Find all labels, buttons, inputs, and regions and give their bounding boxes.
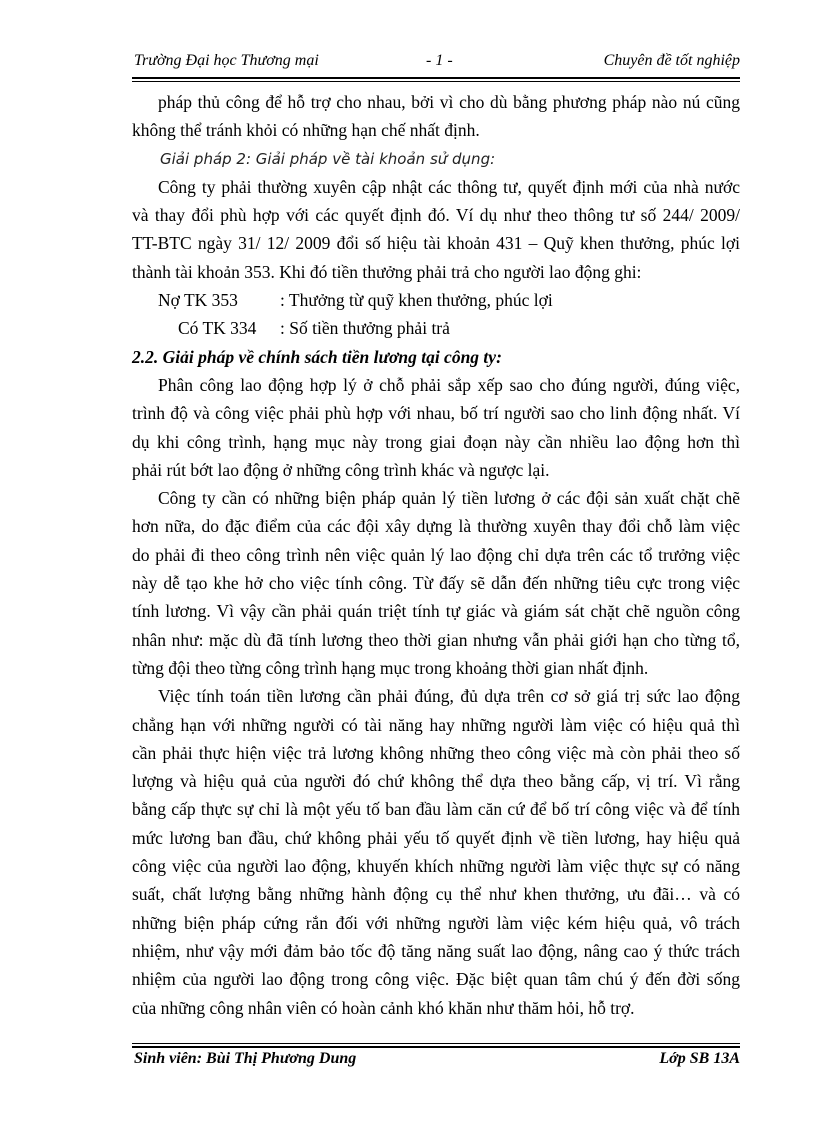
text-line: này dễ tạo khe hở cho việc tính công. Từ đấy sẽ dẫn đến những tiêu cực trong việc: [132, 573, 740, 594]
text-line: chẳng hạn với những người có tài năng hay những người làm việc có hiệu quả thì: [132, 714, 740, 735]
paragraph-continued: [132, 88, 740, 145]
text-line: không thể tránh khỏi có những hạn chế nhất định.: [132, 120, 480, 141]
text-line: cần phải thực hiện việc trả lương không những theo công việc mà còn phải theo số: [132, 742, 740, 763]
text-line: Việc tính toán tiền lương cần phải đúng, đủ dựa trên cơ sở giá trị sức lao động: [158, 686, 740, 707]
text-line: tính lương. Vì vậy cần phải quán triệt tính tự giác và giám sát chặt chẽ nguồn công: [132, 601, 740, 622]
text-line: của những công nhân viên có hoàn cảnh khó khăn như thăm hỏi, hỗ trợ.: [132, 997, 635, 1018]
journal-entry-credit: [132, 314, 740, 342]
text-line: lượng và hiệu quả của người đó chứ không thể dựa theo bằng cấp, vị trí. Vì rằng: [132, 771, 740, 792]
credit-description: : Số tiền thưởng phải trả: [280, 318, 450, 339]
text-line: dụ khi công trình, hạng mục này trong giai đoạn này cần nhiều lao động hơn thì: [132, 431, 740, 452]
text-line: do phải đi theo công trình nên việc quản lý lao động chỉ dựa trên các tổ trưởng việc: [132, 544, 740, 565]
paragraph-wage-management: [132, 484, 740, 682]
paragraph-account-update: [132, 173, 740, 286]
header-rule: [132, 77, 740, 79]
text-line: và thay đổi phù hợp với các quyết định đó. Ví dụ như theo thông tư số 244/ 2009/: [132, 205, 740, 226]
text-line: bằng cấp thực sự chỉ là một yếu tố ban đầu làm căn cứ để bố trí công việc và để tính: [132, 799, 740, 820]
text-line: suất, chất lượng bằng những hành động cụ thể như khen thưởng, ưu đãi… và có: [132, 884, 740, 905]
text-line: những biện pháp cứng rắn đối với những người làm việc kém hiệu quả, vô trách: [132, 912, 740, 933]
text-line: nhiệm của người lao động trong công việc. Đặc biệt quan tâm chú ý đến đời sống: [132, 969, 740, 990]
text-line: nhân như: mặc dù đã tính lương theo thời gian nhưng vẫn phải giới hạn cho từng tổ,: [132, 629, 740, 650]
text-line: TT-BTC ngày 31/ 12/ 2009 đổi số hiệu tài khoản 431 – Quỹ khen thưởng, phúc lợi: [132, 233, 740, 254]
text-line: từng đội theo từng công trình hạng mục trong khoảng thời gian nhất định.: [132, 657, 649, 678]
page-body: [132, 88, 740, 1022]
student-name: Sinh viên: Bùi Thị Phương Dung: [134, 1050, 357, 1067]
page-footer: [132, 1050, 740, 1076]
class-label: Lớp SB 13A: [659, 1050, 740, 1067]
footer-rule-thin: [132, 1043, 740, 1044]
text-line: Phân công lao động hợp lý ở chỗ phải sắp xếp sao cho đúng người, đúng việc,: [158, 374, 740, 395]
text-line: Công ty phải thường xuyên cập nhật các thông tư, quyết định mới của nhà nước: [158, 176, 740, 197]
school-name: Trường Đại học Thương mại: [134, 52, 319, 69]
text-line: mức lương ban đầu, chứ không phải yếu tố quyết định về tiền lương, hay hiệu quả: [132, 827, 740, 848]
paragraph-labor-allocation: [132, 371, 740, 484]
journal-entry-debit: [132, 286, 740, 314]
text-line: hơn nữa, do đặc điểm của các đội xây dựng là thường xuyên thay đổi chỗ làm việc: [132, 516, 740, 537]
text-line: Công ty cần có những biện pháp quản lý tiền lương ở các đội sản xuất chặt chẽ: [158, 488, 740, 509]
document-type: Chuyên đề tốt nghiệp: [603, 52, 740, 69]
paragraph-wage-calculation: [132, 682, 740, 1022]
footer-rule: [132, 1046, 740, 1048]
text-line: phải rút bớt lao động ở những công trình khác và ngược lại.: [132, 459, 550, 480]
text-line: nhiệm, như vậy mới đảm bảo tốc độ tăng năng suất lao động, nâng cao ý thức trách: [132, 940, 740, 961]
section-heading: 2.2. Giải pháp về chính sách tiền lương tại công ty:: [132, 346, 502, 367]
solution-2-title: Giải pháp 2: Giải pháp về tài khoản sử dụng:: [160, 149, 496, 168]
page-header: [132, 52, 740, 78]
text-line: pháp thủ công để hỗ trợ cho nhau, bởi vì cho dù bằng phương pháp nào nú cũng: [158, 92, 740, 112]
text-line: công việc của người lao động, khuyến khích những người làm việc thực sự có năng: [132, 856, 740, 877]
debit-description: : Thưởng từ quỹ khen thưởng, phúc lợi: [280, 290, 553, 311]
text-line: thành tài khoản 353. Khi đó tiền thưởng phải trả cho người lao động ghi:: [132, 261, 642, 282]
header-rule-thin: [132, 81, 740, 82]
credit-account: Có TK 334: [178, 318, 257, 339]
page-number: - 1 -: [426, 52, 453, 69]
debit-account: Nợ TK 353: [158, 290, 238, 311]
text-line: trình độ và công việc phải phù hợp với nhau, bố trí người sao cho linh động nhất. Ví: [132, 403, 740, 424]
